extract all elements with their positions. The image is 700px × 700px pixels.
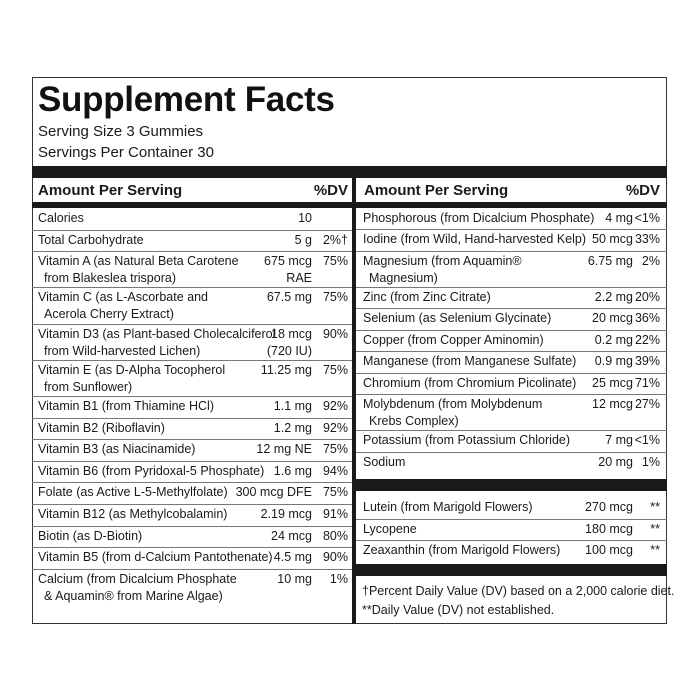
nutrient-row (356, 394, 667, 431)
nutrient-row (32, 547, 352, 570)
nutrient-amount (605, 208, 633, 229)
nutrient-amount-line: (720 IU) (266, 343, 312, 358)
nutrient-amount (592, 308, 633, 329)
nutrient-dv: ** (650, 521, 660, 536)
nutrient-name-line: Vitamin C (as L-Ascorbate and (38, 290, 208, 305)
nutrient-amount-line: 24 mcg (271, 528, 312, 543)
nutrient-name (38, 418, 165, 440)
nutrient-name (38, 547, 273, 569)
nutrient-amount-line: 6.75 mg (587, 253, 633, 268)
servings-per-container: Servings Per Container 30 (38, 144, 214, 161)
nutrient-row (32, 360, 352, 397)
nutrient-amount-line: 10 mg (277, 571, 312, 586)
nutrient-name-line: Potassium (from Potassium Chloride) (363, 433, 571, 448)
label-title: Supplement Facts (38, 80, 335, 119)
nutrient-amount-line: 10 (298, 211, 312, 225)
nutrient-name (38, 208, 84, 230)
nutrient-dv: 1% (641, 454, 660, 469)
left-thick-bar (32, 166, 352, 178)
nutrient-name (363, 308, 551, 329)
nutrient-amount (274, 396, 312, 418)
nutrient-name-line: Biotin (as D-Biotin) (38, 528, 143, 543)
nutrient-amount-line: 25 mcg (592, 375, 633, 390)
nutrient-amount-line: 300 mcg DFE (235, 485, 312, 500)
nutrient-amount (585, 497, 633, 519)
nutrient-dv: 39% (634, 354, 660, 369)
nutrient-name-line: Vitamin A (as Natural Beta Carotene (38, 254, 239, 269)
nutrient-name-line: from Sunflower) (44, 379, 133, 394)
nutrient-dv: <1% (634, 433, 660, 448)
nutrient-amount-line: 100 mcg (585, 543, 633, 558)
nutrient-row (356, 251, 667, 288)
nutrient-row (32, 461, 352, 484)
nutrient-amount-line: 2.19 mcg (260, 507, 312, 521)
nutrient-dv: 75% (322, 290, 348, 305)
nutrient-name-line: Sodium (363, 454, 406, 469)
nutrient-row (32, 482, 352, 505)
nutrient-dv: 92% (322, 420, 348, 435)
nutrient-name-line: Zeaxanthin (from Marigold Flowers) (363, 543, 561, 558)
nutrient-name-line: from Wild-harvested Lichen) (44, 343, 201, 358)
nutrient-dv: 80% (322, 528, 348, 543)
nutrient-dv: 20% (634, 290, 660, 304)
nutrient-amount (261, 504, 312, 526)
nutrient-amount-line: 50 mcg (592, 232, 633, 247)
nutrient-amount (298, 208, 312, 230)
nutrient-name (38, 569, 237, 605)
nutrient-name (363, 394, 542, 430)
nutrient-amount-line: 1.2 mg (273, 420, 312, 435)
nutrient-amount-line: 18 mcg (271, 326, 312, 341)
nutrient-name-line: Selenium (as Selenium Glycinate) (363, 311, 552, 326)
nutrient-amount-line: 675 mcg (264, 254, 312, 269)
nutrient-amount (595, 351, 633, 372)
left-header-dv: %DV (313, 182, 348, 199)
nutrient-dv: 36% (634, 311, 660, 326)
nutrient-name (38, 504, 227, 526)
nutrient-amount (236, 482, 312, 504)
nutrient-dv: 22% (634, 332, 660, 347)
nutrient-amount (267, 324, 312, 360)
right-header-amount: Amount Per Serving (364, 182, 509, 199)
nutrient-row (32, 526, 352, 549)
nutrient-name (38, 287, 208, 323)
footnote-not-established: **Daily Value (DV) not established. (362, 603, 555, 617)
nutrient-dv: 33% (634, 232, 660, 247)
nutrient-amount-line: 270 mcg (585, 500, 633, 514)
serving-size: Serving Size 3 Gummies (38, 123, 204, 140)
footnote-dv: †Percent Daily Value (DV) based on a 2,000 calorie diet. (362, 584, 675, 598)
nutrient-name (363, 519, 417, 541)
nutrient-row (32, 396, 352, 419)
nutrient-row (356, 497, 667, 520)
nutrient-row (356, 373, 667, 395)
nutrient-amount (274, 461, 312, 483)
nutrient-name (38, 251, 239, 287)
nutrient-amount-line: 67.5 mg (266, 290, 312, 305)
nutrient-name-line: Vitamin B5 (from d-Calcium Pantothenate) (38, 550, 273, 565)
nutrient-row (356, 287, 667, 309)
nutrient-amount-line: 1.6 mg (273, 463, 312, 478)
nutrient-amount-line: 2.2 mg (594, 290, 633, 304)
nutrient-row (32, 324, 352, 361)
nutrient-amount-line: 4.5 mg (273, 550, 312, 565)
nutrient-row (356, 208, 667, 230)
nutrient-name-line: Krebs Complex) (369, 414, 459, 428)
right-header-dv: %DV (625, 182, 660, 199)
nutrient-name-line: & Aquamin® from Marine Algae) (44, 588, 223, 603)
nutrient-amount (274, 547, 312, 569)
nutrient-amount-line: 1.1 mg (273, 399, 312, 413)
nutrient-name (38, 439, 195, 461)
nutrient-row (356, 351, 667, 373)
nutrient-name (38, 526, 142, 548)
nutrient-amount (598, 452, 633, 473)
nutrient-amount-line: 4 mg (605, 211, 633, 225)
nutrient-dv: 71% (634, 375, 660, 390)
nutrient-amount-line: 180 mcg (585, 521, 633, 536)
nutrient-dv: 27% (634, 397, 660, 411)
nutrient-row (356, 330, 667, 352)
right-bottom-thick-bar (356, 564, 667, 576)
nutrient-row (356, 540, 667, 562)
nutrient-name (363, 452, 405, 473)
nutrient-name-line: Manganese (from Manganese Sulfate) (363, 354, 577, 369)
nutrient-amount-line: 20 mg (598, 454, 633, 469)
nutrient-dv: 90% (322, 550, 348, 565)
left-header-amount: Amount Per Serving (38, 182, 183, 199)
nutrient-amount (274, 418, 312, 440)
nutrient-amount (588, 251, 633, 287)
nutrient-dv: 94% (322, 463, 348, 478)
nutrient-name-line: Magnesium) (369, 270, 438, 285)
nutrient-dv: 92% (322, 399, 348, 413)
nutrient-name (363, 251, 522, 287)
nutrient-amount (585, 540, 633, 562)
nutrient-row (356, 229, 667, 251)
nutrient-amount-line: 12 mg NE (256, 442, 312, 457)
nutrient-name (363, 497, 533, 519)
nutrient-name-line: Lycopene (363, 521, 417, 536)
nutrient-dv: 75% (322, 485, 348, 500)
nutrient-name-line: Chromium (from Chromium Picolinate) (363, 375, 577, 390)
nutrient-dv: 2% (641, 253, 660, 268)
nutrient-amount-line: 5 g (294, 232, 312, 247)
nutrient-name (363, 287, 491, 308)
nutrient-name-line: Magnesium (from Aquamin® (363, 253, 522, 268)
nutrient-name (363, 373, 576, 394)
nutrient-dv: 75% (322, 362, 348, 377)
nutrient-amount (592, 373, 633, 394)
nutrient-amount-line: 0.9 mg (594, 354, 633, 369)
nutrient-name-line: Calcium (from Dicalcium Phosphate (38, 571, 237, 586)
nutrient-name-line: Lutein (from Marigold Flowers) (363, 500, 533, 514)
nutrient-name (363, 208, 594, 229)
nutrient-name (38, 461, 264, 483)
nutrient-name-line: Zinc (from Zinc Citrate) (363, 290, 491, 304)
nutrient-row (32, 251, 352, 288)
nutrient-dv: 2%† (322, 232, 348, 247)
nutrient-amount (277, 569, 312, 605)
nutrient-dv: 75% (322, 442, 348, 457)
nutrient-name-line: Calories (38, 211, 84, 225)
nutrient-amount-line: 12 mcg (592, 397, 633, 411)
nutrient-name (363, 540, 560, 562)
nutrient-amount (264, 251, 312, 287)
nutrient-amount (595, 330, 633, 351)
nutrient-name-line: Vitamin E (as D-Alpha Tocopherol (38, 362, 226, 377)
nutrient-row (32, 230, 352, 253)
right-middle-thick-bar (356, 479, 667, 491)
nutrient-amount-line: 7 mg (605, 433, 633, 448)
nutrient-name (363, 430, 570, 451)
nutrient-name-line: Phosphorous (from Dicalcium Phosphate) (363, 211, 595, 225)
nutrient-row (356, 308, 667, 330)
nutrient-name-line: Total Carbohydrate (38, 232, 144, 247)
nutrient-dv: 1% (329, 571, 348, 586)
nutrient-row (32, 208, 352, 231)
nutrient-row (356, 430, 667, 452)
nutrient-row (356, 519, 667, 542)
nutrient-dv: ** (650, 543, 660, 558)
nutrient-name (363, 229, 586, 250)
nutrient-row (32, 504, 352, 527)
nutrient-row (32, 569, 352, 605)
nutrient-name (38, 396, 214, 418)
nutrient-name-line: Vitamin B6 (from Pyridoxal-5 Phosphate) (38, 463, 265, 478)
nutrient-name-line: Iodine (from Wild, Hand-harvested Kelp) (363, 232, 587, 247)
right-thick-bar (356, 166, 667, 178)
nutrient-amount (261, 360, 312, 396)
nutrient-dv: ** (650, 500, 660, 514)
nutrient-amount-line: RAE (286, 271, 312, 286)
nutrient-name (363, 330, 544, 351)
nutrient-name-line: Vitamin B12 (as Methylcobalamin) (38, 507, 228, 521)
nutrient-name-line: Vitamin B1 (from Thiamine HCl) (38, 399, 214, 413)
nutrient-row (356, 452, 667, 473)
nutrient-name-line: Copper (from Copper Aminomin) (363, 332, 544, 347)
nutrient-name-line: Acerola Cherry Extract) (44, 307, 174, 322)
nutrient-name (38, 324, 275, 360)
nutrient-name-line: Folate (as Active L-5-Methylfolate) (38, 485, 228, 500)
nutrient-name (363, 351, 576, 372)
nutrient-name (38, 482, 228, 504)
nutrient-amount (256, 439, 312, 461)
nutrient-dv: <1% (634, 211, 660, 225)
nutrient-amount (585, 519, 633, 541)
nutrient-row (32, 287, 352, 324)
nutrient-dv: 90% (322, 326, 348, 341)
nutrient-name-line: Vitamin B3 (as Niacinamide) (38, 442, 196, 457)
nutrient-dv: 91% (322, 507, 348, 521)
nutrient-name-line: Molybdenum (from Molybdenum (363, 397, 543, 411)
nutrient-row (32, 439, 352, 462)
nutrient-amount-line: 20 mcg (592, 311, 633, 326)
nutrient-amount (592, 394, 633, 430)
nutrient-amount (595, 287, 633, 308)
nutrient-name-line: Vitamin D3 (as Plant-based Cholecalciferol (38, 326, 276, 341)
nutrient-amount-line: 0.2 mg (594, 332, 633, 347)
nutrient-row (32, 418, 352, 441)
nutrient-amount (267, 287, 312, 323)
nutrient-amount (295, 230, 312, 252)
nutrient-dv: 75% (322, 254, 348, 269)
nutrient-amount (271, 526, 312, 548)
nutrient-name (38, 230, 144, 252)
nutrient-amount (605, 430, 633, 451)
nutrient-name-line: from Blakeslea trispora) (44, 271, 176, 286)
nutrient-name-line: Vitamin B2 (Riboflavin) (38, 420, 165, 435)
nutrient-amount-line: 11.25 mg (260, 362, 312, 377)
nutrient-name (38, 360, 225, 396)
nutrient-amount (592, 229, 633, 250)
